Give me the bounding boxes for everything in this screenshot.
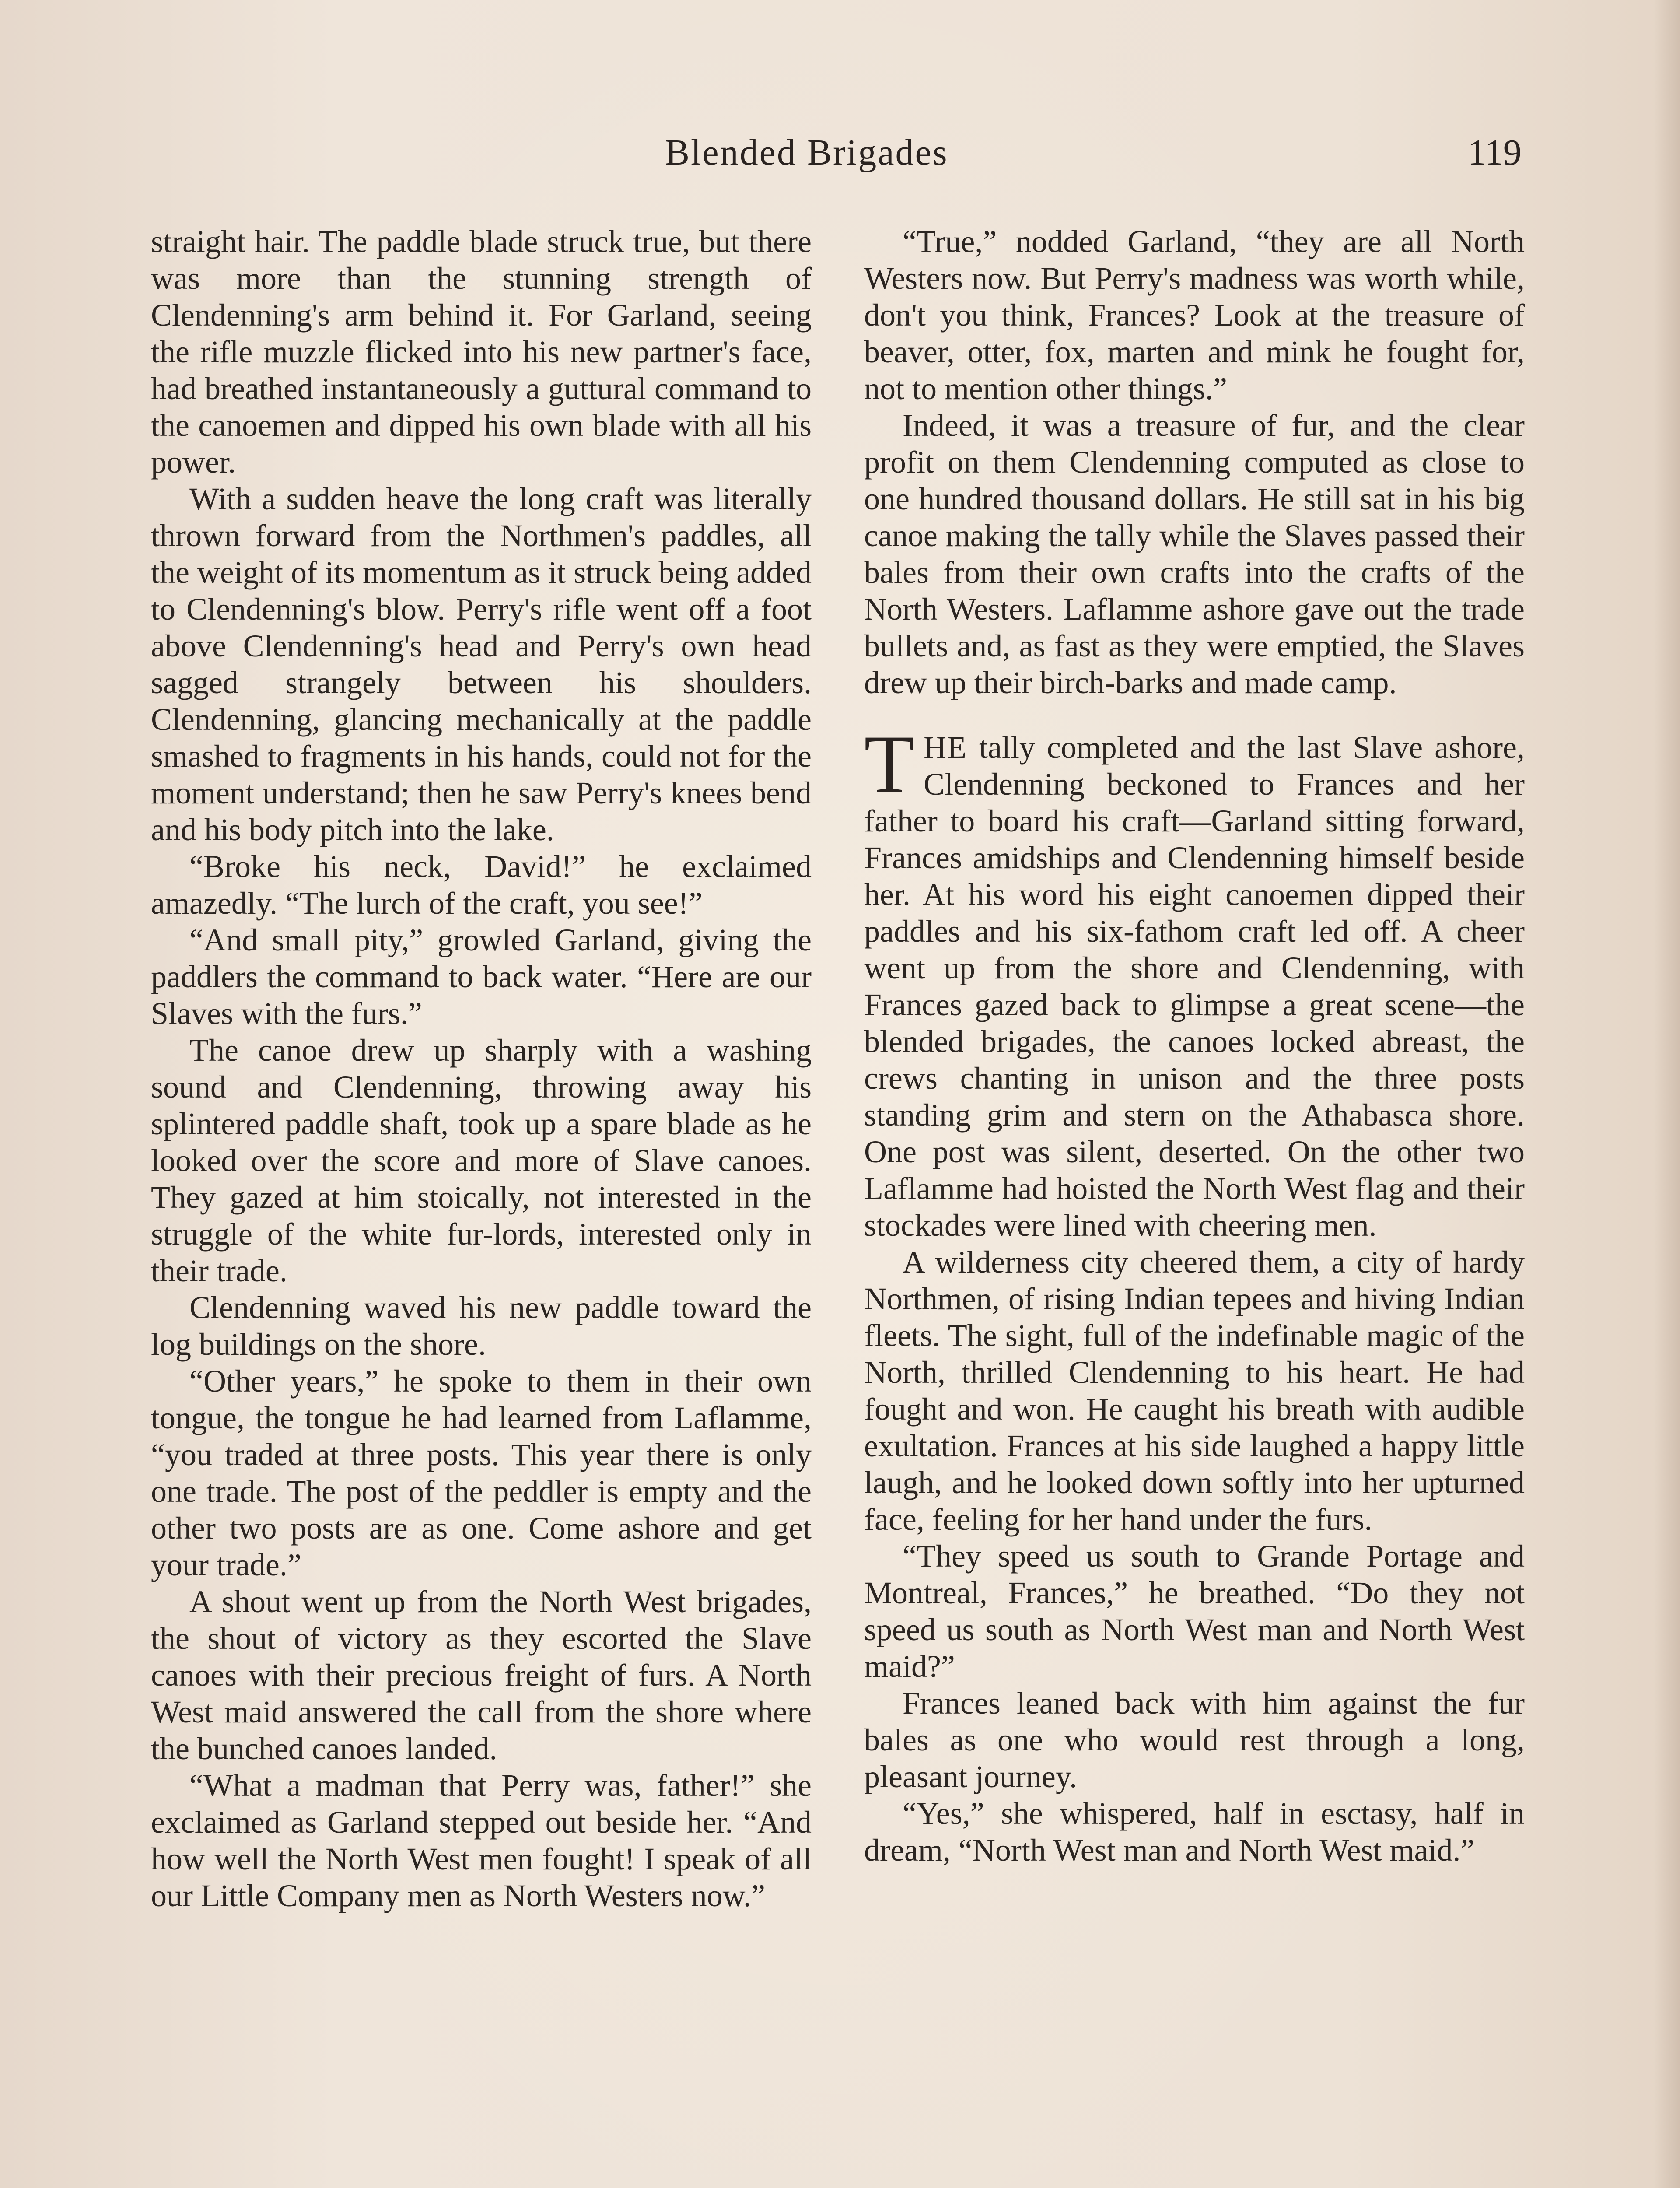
page-edge-shadow	[1654, 0, 1680, 2188]
paragraph: A wilderness city cheered them, a city of hardy Northmen, of rising Indian tepees and hiving Indian fleets. The sight, full of the indefinable magic of the North, thrilled Clendenning to his heart. He had fought and won. He caught his breath with audible exultation. Frances at his side laughed a happy little laugh, and he looked down softly into her upturned face, feeling for her hand under the furs.	[864, 1245, 1525, 1537]
page-header	[0, 131, 1680, 188]
paragraph: “And small pity,” growled Garland, giving the paddlers the command to back water. “Here are our Slaves with the furs.”	[151, 922, 812, 1031]
paragraph: Clendenning waved his new paddle toward the log buildings on the shore.	[151, 1290, 812, 1362]
paragraph: “Yes,” she whispered, half in esctasy, half in dream, “North West man and North West maid.”	[864, 1796, 1525, 1868]
paragraph: “They speed us south to Grande Portage and Montreal, Frances,” he breathed. “Do they not speed us south as North West man and North West maid?”	[864, 1539, 1525, 1684]
paragraph: Frances leaned back with him against the fur bales as one who would rest through a long, pleasant journey.	[864, 1686, 1525, 1794]
paragraph: Indeed, it was a treasure of fur, and the clear profit on them Clendenning computed as close to one hundred thousand dollars. He still sat in his big canoe making the tally while the Slaves passed their bales from their own crafts into the crafts of the North Westers. Laflamme ashore gave out the trade bullets and, as fast as they were emptied, the Slaves drew up their birch-barks and made camp.	[864, 408, 1525, 700]
opening-word: HE	[924, 730, 968, 765]
paragraph: “Other years,” he spoke to them in their own tongue, the tongue he had learned from Laflamme, “you traded at three posts. This year there is only one trade. The post of the peddler is empty and the other two posts are as one. Come ashore and get your trade.”	[151, 1364, 812, 1582]
left-text-column	[151, 223, 812, 1914]
paragraph: With a sudden heave the long craft was literally thrown forward from the Northmen's paddles, all the weight of its momentum as it struck being added to Clendenning's blow. Perry's rifle went off a foot above Clendenning's head and Perry's own head sagged strangely between his shoulders. Clendenning, glancing mechanically at the paddle smashed to fragments in his hands, could not for the moment understand; then he saw Perry's knees bend and his body pitch into the lake.	[151, 481, 812, 847]
section-break	[864, 719, 1525, 1869]
right-text-column	[864, 223, 1525, 1869]
paragraph: straight hair. The paddle blade struck true, but there was more than the stunning strength of Clendenning's arm behind it. For Garland, seeing the rifle muzzle flicked into his new partner's face, had breathed instantaneously a guttural command to the canoemen and dipped his own blade with all his power.	[151, 224, 812, 480]
running-title: Blended Brigades	[665, 132, 948, 173]
section-opening-paragraph	[864, 719, 1525, 1244]
opening-text: tally completed and the last Slave ashore, Clendenning beckoned to Frances and her father to board his craft—Garland sitting forward, Frances amidships and Clendenning himself beside her. At his word his eight canoemen dipped their paddles and his six-fathom craft led off. A cheer went up from the shore and Clendenning, with Frances gazed back to glimpse a great scene—the blended brigades, the canoes locked abreast, the crews chanting in unison and the three posts standing grim and stern on the Athabasca shore. One post was silent, deserted. On the other two Laflamme had hoisted the North West flag and their stockades were lined with cheering men.	[864, 730, 1525, 1243]
drop-cap: T	[864, 719, 915, 810]
paragraph: “True,” nodded Garland, “they are all North Westers now. But Perry's madness was worth while, don't you think, Frances? Look at the treasure of beaver, otter, fox, marten and mink he fought for, not to mention other things.”	[864, 224, 1525, 406]
paragraph: The canoe drew up sharply with a washing sound and Clendenning, throwing away his splintered paddle shaft, took up a spare blade as he looked over the score and more of Slave canoes. They gazed at him stoically, not interested in the struggle of the white fur-lords, interested only in their trade.	[151, 1033, 812, 1288]
page-number: 119	[1468, 132, 1522, 173]
paragraph: “Broke his neck, David!” he exclaimed amazedly. “The lurch of the craft, you see!”	[151, 849, 812, 921]
paragraph: “What a madman that Perry was, father!” she exclaimed as Garland stepped out beside her. “And how well the North West men fought! I speak of all our Little Company men as North Westers now.”	[151, 1768, 812, 1913]
paragraph: A shout went up from the North West brigades, the shout of victory as they escorted the Slave canoes with their precious freight of furs. A North West maid answered the call from the shore where the bunched canoes landed.	[151, 1584, 812, 1766]
